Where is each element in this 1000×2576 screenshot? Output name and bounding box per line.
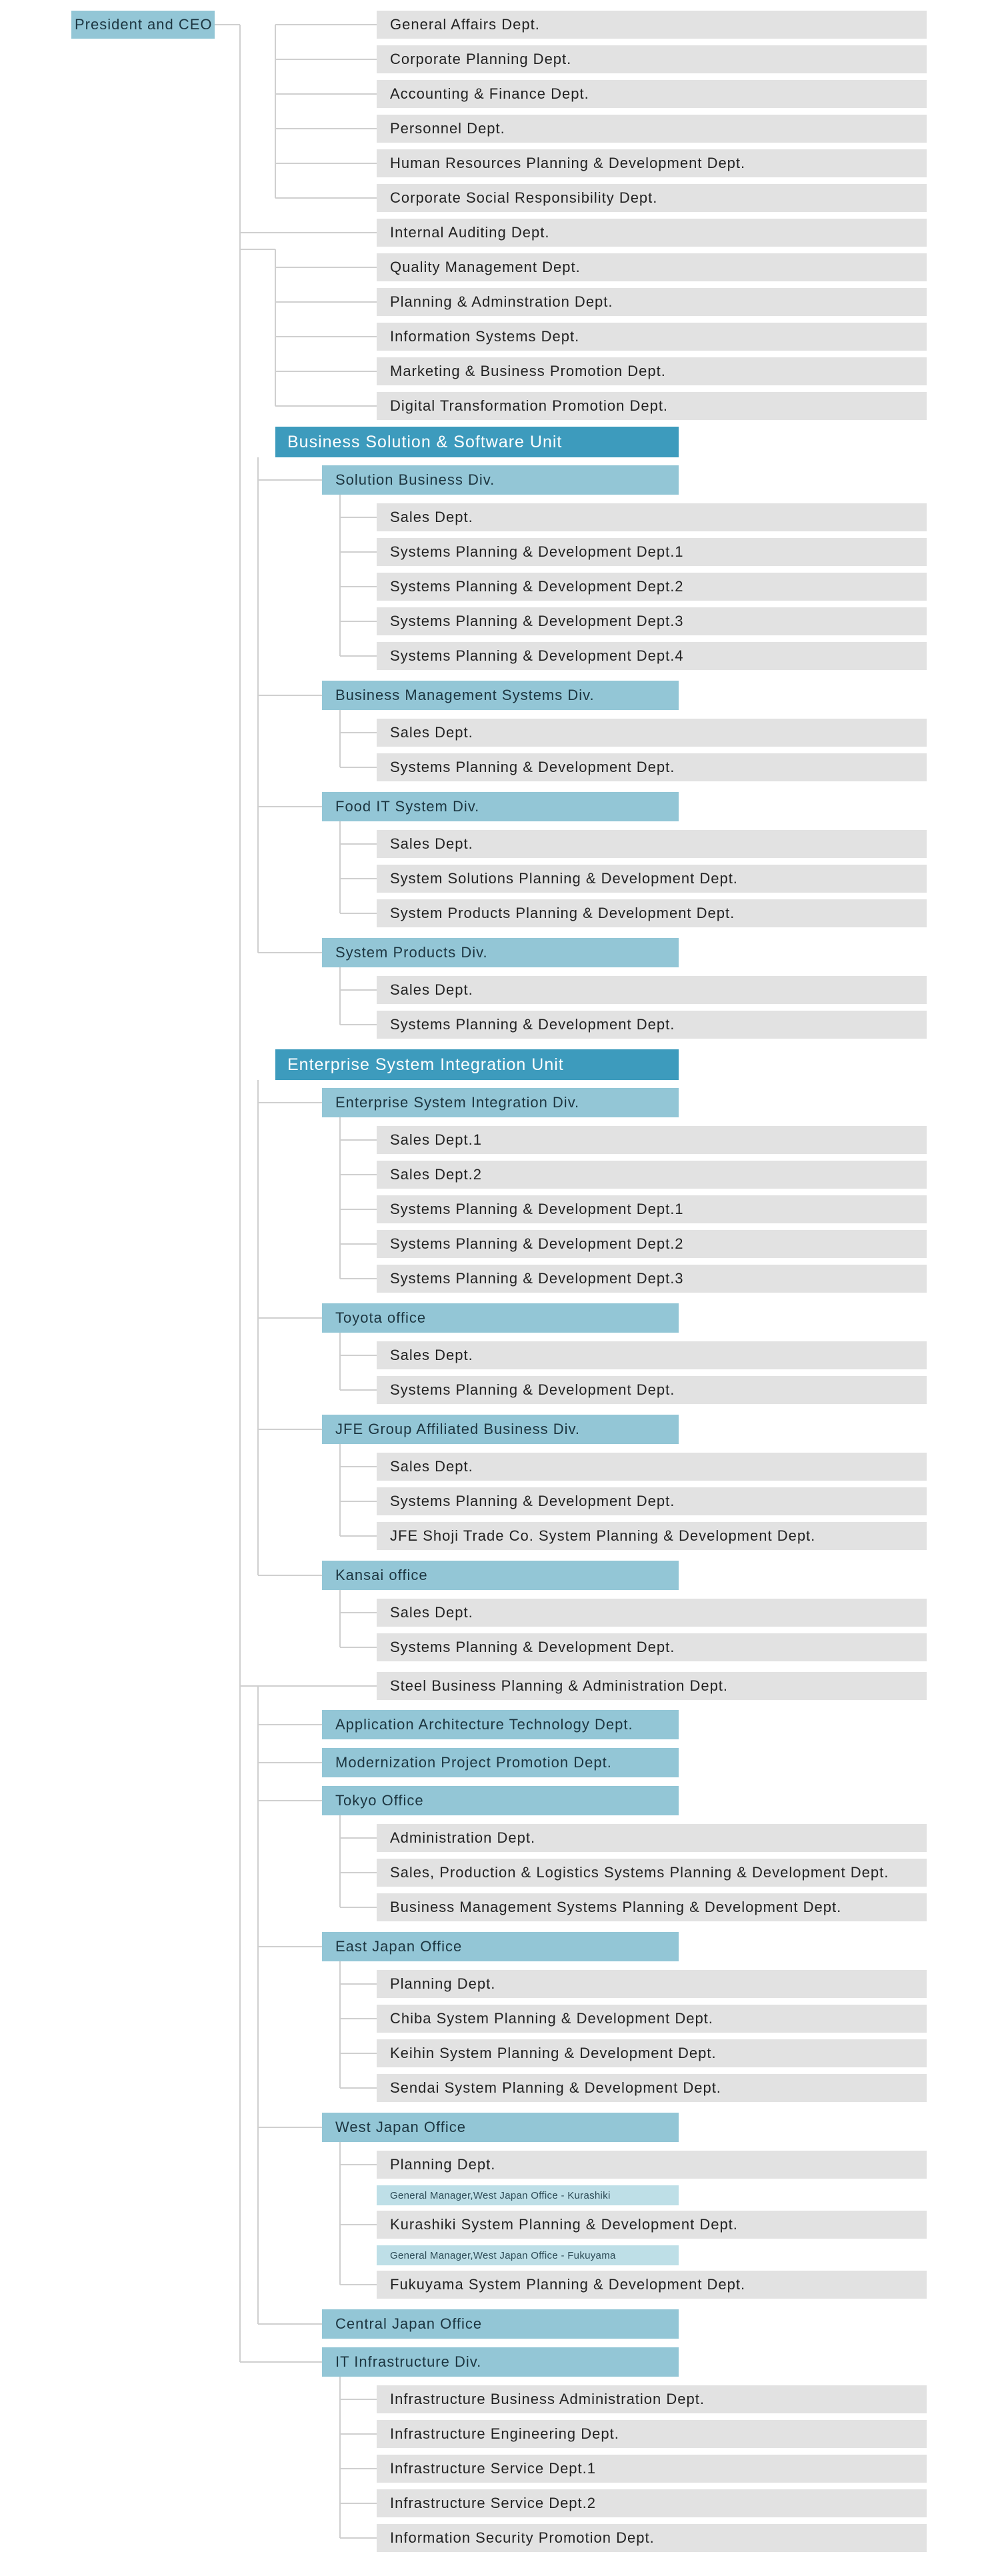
division-tokyo-office: Tokyo Office — [322, 1786, 679, 1815]
dept-digital-transformation-promotion-dept: Digital Transformation Promotion Dept. — [377, 392, 927, 420]
connector-line — [275, 267, 377, 268]
connector-line — [215, 24, 240, 25]
connector-line — [340, 1872, 377, 1873]
connector-line — [339, 710, 341, 767]
dept-systems-planning-and-development-dept-2: Systems Planning & Development Dept.2 — [377, 1230, 927, 1258]
connector-line — [340, 989, 377, 991]
connector-line — [275, 93, 377, 95]
connector-line — [340, 1389, 377, 1391]
connector-line — [275, 405, 377, 407]
dept-fukuyama-system-planning-and-development-dept: Fukuyama System Planning & Development Dept. — [377, 2271, 927, 2299]
connector-line — [340, 2053, 377, 2054]
dept-planning-dept: Planning Dept. — [377, 1970, 927, 1998]
connector-line — [258, 1102, 322, 1103]
connector-line — [340, 1243, 377, 1245]
connector-line — [339, 1333, 341, 1390]
connector-line — [340, 1174, 377, 1175]
dept-systems-planning-and-development-dept-1: Systems Planning & Development Dept.1 — [377, 1195, 927, 1223]
connector-line — [340, 2537, 377, 2539]
connector-line — [258, 1575, 322, 1576]
connector-line — [339, 967, 341, 1025]
division-application-architecture-technology-dept: Application Architecture Technology Dept. — [322, 1710, 679, 1739]
gm-note-general-manager-west-japan-office-kurashiki: General Manager,West Japan Office - Kurashiki — [377, 2185, 679, 2205]
connector-line — [340, 1278, 377, 1279]
dept-sales-dept-2: Sales Dept.2 — [377, 1161, 927, 1189]
connector-line — [275, 371, 377, 372]
connector-line — [339, 1444, 341, 1536]
connector-line — [340, 2164, 377, 2165]
dept-systems-planning-and-development-dept-4: Systems Planning & Development Dept.4 — [377, 642, 927, 670]
connector-line — [258, 2127, 322, 2128]
dept-steel-business-planning-and-administration-dept: Steel Business Planning & Administration Dept. — [377, 1672, 927, 1700]
connector-line — [257, 1686, 259, 2324]
connector-line — [340, 2433, 377, 2435]
connector-line — [339, 1590, 341, 1647]
connector-line — [339, 495, 341, 656]
connector-line — [340, 2399, 377, 2400]
connector-line — [240, 1685, 377, 1687]
connector-line — [258, 1317, 322, 1319]
division-jfe-group-affiliated-business-div: JFE Group Affiliated Business Div. — [322, 1415, 679, 1444]
connector-line — [240, 2361, 322, 2363]
dept-system-products-planning-and-development-dept: System Products Planning & Development Dept. — [377, 899, 927, 927]
dept-quality-management-dept: Quality Management Dept. — [377, 253, 927, 281]
connector-line — [275, 59, 377, 60]
dept-systems-planning-and-development-dept: Systems Planning & Development Dept. — [377, 1633, 927, 1661]
dept-jfe-shoji-trade-co-system-planning-and-developme: JFE Shoji Trade Co. System Planning & Development Dept. — [377, 1522, 927, 1550]
connector-line — [258, 952, 322, 953]
dept-infrastructure-service-dept-1: Infrastructure Service Dept.1 — [377, 2455, 927, 2483]
dept-sales-dept: Sales Dept. — [377, 719, 927, 747]
connector-line — [258, 1800, 322, 1801]
connector-line — [258, 1946, 322, 1947]
dept-sales-dept: Sales Dept. — [377, 1341, 927, 1369]
dept-sales-dept: Sales Dept. — [377, 1599, 927, 1627]
connector-line — [340, 2224, 377, 2225]
dept-keihin-system-planning-and-development-dept: Keihin System Planning & Development Dept. — [377, 2039, 927, 2067]
division-east-japan-office: East Japan Office — [322, 1932, 679, 1961]
connector-line — [340, 913, 377, 914]
dept-marketing-and-business-promotion-dept: Marketing & Business Promotion Dept. — [377, 357, 927, 385]
connector-line — [240, 249, 275, 250]
division-west-japan-office: West Japan Office — [322, 2113, 679, 2142]
connector-line — [340, 1355, 377, 1356]
connector-line — [275, 25, 276, 198]
dept-systems-planning-and-development-dept: Systems Planning & Development Dept. — [377, 753, 927, 781]
connector-line — [258, 1429, 322, 1430]
dept-systems-planning-and-development-dept-1: Systems Planning & Development Dept.1 — [377, 538, 927, 566]
connector-line — [340, 2503, 377, 2504]
connector-line — [339, 821, 341, 913]
division-food-it-system-div: Food IT System Div. — [322, 792, 679, 821]
connector-line — [339, 1117, 341, 1279]
division-solution-business-div: Solution Business Div. — [322, 465, 679, 495]
dept-information-systems-dept: Information Systems Dept. — [377, 323, 927, 351]
connector-line — [340, 2018, 377, 2019]
dept-systems-planning-and-development-dept-3: Systems Planning & Development Dept.3 — [377, 1265, 927, 1293]
connector-line — [275, 197, 377, 199]
connector-line — [340, 2284, 377, 2285]
connector-line — [240, 232, 377, 233]
dept-planning-dept: Planning Dept. — [377, 2151, 927, 2179]
connector-line — [340, 1647, 377, 1648]
dept-corporate-planning-dept: Corporate Planning Dept. — [377, 45, 927, 73]
connector-line — [340, 655, 377, 657]
connector-line — [340, 551, 377, 553]
connector-line — [258, 695, 322, 696]
connector-line — [339, 1961, 341, 2088]
dept-chiba-system-planning-and-development-dept: Chiba System Planning & Development Dept. — [377, 2005, 927, 2033]
dept-business-management-systems-planning-and-develop: Business Management Systems Planning & Development Dept. — [377, 1893, 927, 1921]
connector-line — [340, 767, 377, 768]
gm-note-general-manager-west-japan-office-fukuyama: General Manager,West Japan Office - Fukuyama — [377, 2245, 679, 2265]
division-business-management-systems-div: Business Management Systems Div. — [322, 681, 679, 710]
connector-line — [340, 1983, 377, 1985]
connector-line — [340, 1466, 377, 1467]
division-toyota-office: Toyota office — [322, 1303, 679, 1333]
division-kansai-office: Kansai office — [322, 1561, 679, 1590]
division-enterprise-system-integration-div: Enterprise System Integration Div. — [322, 1088, 679, 1117]
connector-line — [340, 1612, 377, 1613]
connector-line — [275, 128, 377, 129]
dept-corporate-social-responsibility-dept: Corporate Social Responsibility Dept. — [377, 184, 927, 212]
connector-line — [340, 2468, 377, 2469]
dept-systems-planning-and-development-dept-3: Systems Planning & Development Dept.3 — [377, 607, 927, 635]
dept-human-resources-planning-and-development-dept: Human Resources Planning & Development Dept. — [377, 149, 927, 177]
division-modernization-project-promotion-dept: Modernization Project Promotion Dept. — [322, 1748, 679, 1777]
dept-internal-auditing-dept: Internal Auditing Dept. — [377, 219, 927, 247]
dept-information-security-promotion-dept: Information Security Promotion Dept. — [377, 2524, 927, 2552]
dept-sales-dept-1: Sales Dept.1 — [377, 1126, 927, 1154]
connector-line — [257, 457, 259, 953]
division-it-infrastructure-div: IT Infrastructure Div. — [322, 2347, 679, 2377]
connector-line — [339, 1815, 341, 1907]
president-ceo-box: President and CEO — [71, 11, 215, 39]
connector-line — [340, 1837, 377, 1839]
division-system-products-div: System Products Div. — [322, 938, 679, 967]
connector-line — [340, 1501, 377, 1502]
connector-line — [340, 843, 377, 845]
dept-planning-and-adminstration-dept: Planning & Adminstration Dept. — [377, 288, 927, 316]
connector-line — [275, 24, 377, 25]
connector-line — [340, 517, 377, 518]
division-central-japan-office: Central Japan Office — [322, 2309, 679, 2339]
dept-administration-dept: Administration Dept. — [377, 1824, 927, 1852]
dept-sales-dept: Sales Dept. — [377, 830, 927, 858]
connector-line — [258, 1724, 322, 1725]
dept-systems-planning-and-development-dept: Systems Planning & Development Dept. — [377, 1011, 927, 1039]
connector-line — [239, 25, 241, 2362]
connector-line — [340, 621, 377, 622]
dept-accounting-and-finance-dept: Accounting & Finance Dept. — [377, 80, 927, 108]
connector-line — [340, 1535, 377, 1537]
connector-line — [258, 479, 322, 481]
dept-sales-dept: Sales Dept. — [377, 1453, 927, 1481]
connector-line — [340, 732, 377, 733]
unit-enterprise-system-integration-unit: Enterprise System Integration Unit — [275, 1049, 679, 1080]
connector-line — [258, 806, 322, 807]
dept-sales-dept: Sales Dept. — [377, 976, 927, 1004]
connector-line — [340, 878, 377, 879]
dept-infrastructure-engineering-dept: Infrastructure Engineering Dept. — [377, 2420, 927, 2448]
connector-line — [340, 1209, 377, 1210]
dept-kurashiki-system-planning-and-development-dept: Kurashiki System Planning & Development Dept. — [377, 2211, 927, 2239]
dept-systems-planning-and-development-dept: Systems Planning & Development Dept. — [377, 1487, 927, 1515]
connector-line — [275, 336, 377, 337]
connector-line — [275, 249, 276, 406]
dept-infrastructure-service-dept-2: Infrastructure Service Dept.2 — [377, 2489, 927, 2517]
dept-general-affairs-dept: General Affairs Dept. — [377, 11, 927, 39]
connector-line — [275, 301, 377, 303]
connector-line — [275, 163, 377, 164]
connector-line — [339, 2377, 341, 2538]
dept-systems-planning-and-development-dept-2: Systems Planning & Development Dept.2 — [377, 573, 927, 601]
connector-line — [340, 2087, 377, 2089]
connector-line — [258, 2323, 322, 2325]
dept-systems-planning-and-development-dept: Systems Planning & Development Dept. — [377, 1376, 927, 1404]
dept-infrastructure-business-administration-dept: Infrastructure Business Administration Dept. — [377, 2385, 927, 2413]
unit-business-solution-and-software-unit: Business Solution & Software Unit — [275, 427, 679, 457]
connector-line — [257, 1080, 259, 1575]
connector-line — [340, 1024, 377, 1025]
connector-line — [340, 1139, 377, 1141]
dept-sales-production-and-logistics-systems-planning-: Sales, Production & Logistics Systems Planning & Development Dept. — [377, 1859, 927, 1887]
connector-line — [340, 1907, 377, 1908]
dept-personnel-dept: Personnel Dept. — [377, 115, 927, 143]
dept-sales-dept: Sales Dept. — [377, 503, 927, 531]
dept-sendai-system-planning-and-development-dept: Sendai System Planning & Development Dept. — [377, 2074, 927, 2102]
connector-line — [258, 1762, 322, 1763]
connector-line — [340, 586, 377, 587]
dept-system-solutions-planning-and-development-dept: System Solutions Planning & Development Dept. — [377, 865, 927, 893]
